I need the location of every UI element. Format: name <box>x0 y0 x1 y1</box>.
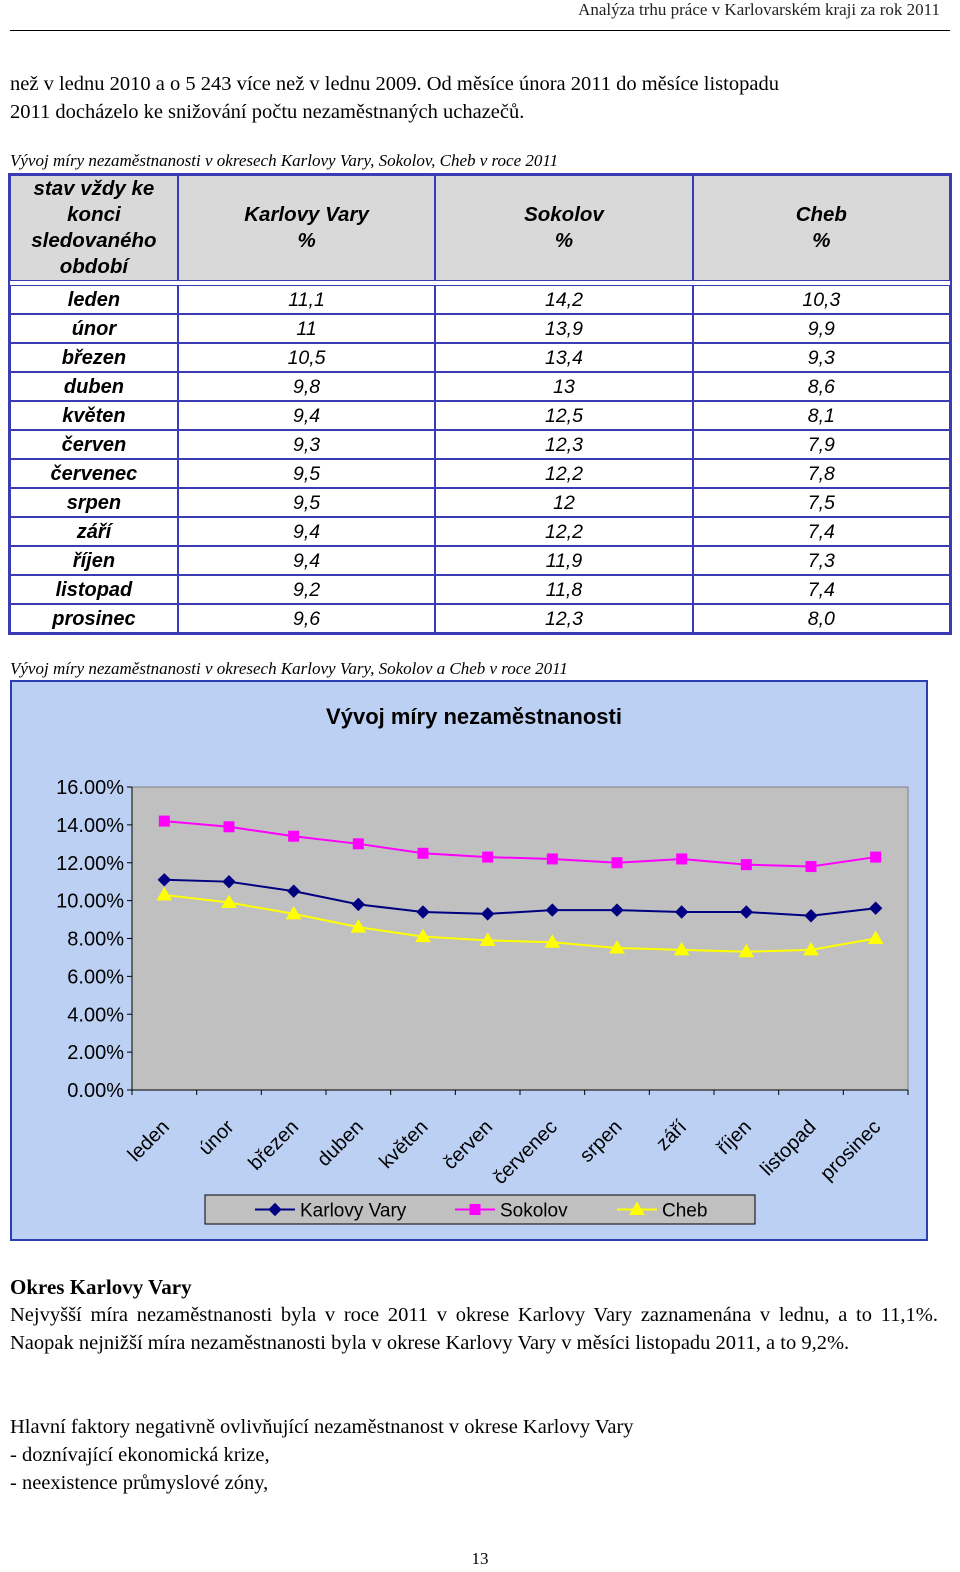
x-tick-label: červen <box>439 1115 498 1174</box>
ch-cell: 7,3 <box>693 546 950 575</box>
month-cell: listopad <box>10 575 178 604</box>
ch-cell: 8,0 <box>693 604 950 633</box>
ch-cell: 8,6 <box>693 372 950 401</box>
x-tick-label: červenec <box>488 1115 562 1189</box>
intro-line-1: než v lednu 2010 a o 5 243 více než v lednu 2009. Od měsíce února 2011 do měsíce listopadu <box>10 73 779 95</box>
month-cell: prosinec <box>10 604 178 633</box>
header-period <box>10 175 178 281</box>
data-point <box>612 858 622 868</box>
so-cell: 14,2 <box>435 285 692 314</box>
x-tick-label: září <box>652 1115 692 1156</box>
ch-cell: 9,9 <box>693 314 950 343</box>
data-point <box>353 839 363 849</box>
kv-cell: 9,4 <box>178 517 435 546</box>
y-tick-label: 12.00% <box>56 852 124 875</box>
ch-cell: 10,3 <box>693 285 950 314</box>
so-cell: 12,2 <box>435 459 692 488</box>
kv-cell: 11,1 <box>178 285 435 314</box>
header-cheb <box>693 175 950 281</box>
data-point <box>806 862 816 872</box>
x-tick-label: květen <box>375 1115 433 1174</box>
so-cell: 13,9 <box>435 314 692 343</box>
month-cell: leden <box>10 285 178 314</box>
so-cell: 12,5 <box>435 401 692 430</box>
data-point <box>483 852 493 862</box>
kv-cell: 9,4 <box>178 401 435 430</box>
so-cell: 13 <box>435 372 692 401</box>
legend-label: Karlovy Vary <box>300 1200 407 1222</box>
chart-area <box>10 680 928 1241</box>
data-point <box>289 831 299 841</box>
month-cell: květen <box>10 401 178 430</box>
table-row <box>10 401 950 430</box>
table-caption: Vývoj míry nezaměstnanosti v okresech Karlovy Vary, Sokolov, Cheb v roce 2011 <box>10 151 559 170</box>
header-period-line: konci <box>67 203 121 226</box>
kv-cell: 9,4 <box>178 546 435 575</box>
header-sokolov <box>435 175 692 281</box>
legend-label: Sokolov <box>500 1200 568 1222</box>
header-ch-name: Cheb <box>795 203 847 226</box>
data-point <box>547 854 557 864</box>
header-karlovy-vary <box>178 175 435 281</box>
section-heading: Okres Karlovy Vary <box>10 1275 192 1299</box>
header-so-unit: % <box>554 229 574 252</box>
header-period-line: období <box>59 255 129 278</box>
month-cell: září <box>10 517 178 546</box>
x-tick-label: říjen <box>712 1115 756 1160</box>
ch-cell: 7,4 <box>693 575 950 604</box>
x-tick-label: únor <box>194 1115 239 1160</box>
month-cell: duben <box>10 372 178 401</box>
header-period-line: stav vždy ke <box>33 177 155 200</box>
so-cell: 12,3 <box>435 604 692 633</box>
kv-cell: 9,5 <box>178 488 435 517</box>
x-tick-label: listopad <box>756 1115 821 1181</box>
table-row <box>10 604 950 633</box>
table-header-row <box>10 175 950 281</box>
table-row <box>10 314 950 343</box>
data-point <box>224 822 234 832</box>
header-kv-name: Karlovy Vary <box>244 203 369 226</box>
kv-cell: 9,2 <box>178 575 435 604</box>
y-tick-label: 6.00% <box>67 966 124 989</box>
kv-cell: 9,6 <box>178 604 435 633</box>
y-tick-label: 0.00% <box>67 1080 124 1102</box>
so-cell: 11,9 <box>435 546 692 575</box>
table-row <box>10 343 950 372</box>
header-kv-unit: % <box>297 229 316 252</box>
kv-cell: 9,3 <box>178 430 435 459</box>
y-tick-label: 2.00% <box>67 1042 124 1065</box>
header-rule <box>10 30 950 31</box>
y-tick-label: 8.00% <box>67 928 124 951</box>
x-tick-label: prosinec <box>816 1115 886 1185</box>
y-tick-label: 16.00% <box>56 777 124 799</box>
data-point <box>677 854 687 864</box>
ch-cell: 8,1 <box>693 401 950 430</box>
ch-cell: 7,4 <box>693 517 950 546</box>
month-cell: březen <box>10 343 178 372</box>
so-cell: 12,3 <box>435 430 692 459</box>
ch-cell: 7,9 <box>693 430 950 459</box>
kv-cell: 11 <box>178 314 435 343</box>
month-cell: červenec <box>10 459 178 488</box>
section-paragraph: Nejvyšší míra nezaměstnanosti byla v roce 2011 v okrese Karlovy Vary zaznamenána v lednu, a to 11,1%. Naopak nejnižší míra nezaměstnanosti byla v okrese Karlovy Vary v měsíci listopadu 2011, a to 9,2%. <box>10 1304 938 1354</box>
table-row <box>10 285 950 314</box>
x-tick-label: březen <box>244 1115 304 1175</box>
kv-cell: 9,5 <box>178 459 435 488</box>
legend-marker <box>470 1205 480 1215</box>
y-tick-label: 4.00% <box>67 1004 124 1027</box>
intro-line-2: 2011 docházelo ke snižování počtu nezaměstnaných uchazečů. <box>10 101 525 123</box>
ch-cell: 7,8 <box>693 459 950 488</box>
month-cell: srpen <box>10 488 178 517</box>
x-tick-label: duben <box>312 1115 368 1171</box>
factor-item: - doznívající ekonomická krize, <box>10 1444 270 1466</box>
data-point <box>741 860 751 870</box>
y-tick-label: 14.00% <box>56 814 124 837</box>
line-chart <box>12 682 926 1239</box>
header-so-name: Sokolov <box>524 203 604 226</box>
so-cell: 13,4 <box>435 343 692 372</box>
x-tick-label: leden <box>123 1115 174 1167</box>
x-tick-label: srpen <box>575 1115 627 1167</box>
factor-item: - neexistence průmyslové zóny, <box>10 1472 269 1494</box>
month-cell: únor <box>10 314 178 343</box>
table-row <box>10 372 950 401</box>
factors-heading: Hlavní faktory negativně ovlivňující nezaměstnanost v okrese Karlovy Vary <box>10 1416 634 1438</box>
plot-background <box>132 787 908 1090</box>
ch-cell: 7,5 <box>693 488 950 517</box>
table-row <box>10 459 950 488</box>
table-row <box>10 430 950 459</box>
header-period-line: sledovaného <box>31 229 157 252</box>
month-cell: červen <box>10 430 178 459</box>
table-row <box>10 488 950 517</box>
so-cell: 11,8 <box>435 575 692 604</box>
unemployment-table <box>8 173 952 635</box>
page-number: 13 <box>471 1549 489 1568</box>
kv-cell: 9,8 <box>178 372 435 401</box>
data-point <box>418 848 428 858</box>
table-row <box>10 546 950 575</box>
data-point <box>159 816 169 826</box>
so-cell: 12 <box>435 488 692 517</box>
legend-label: Cheb <box>662 1200 708 1222</box>
data-point <box>871 852 881 862</box>
table-row <box>10 575 950 604</box>
table-row <box>10 517 950 546</box>
ch-cell: 9,3 <box>693 343 950 372</box>
running-header: Analýza trhu práce v Karlovarském kraji za rok 2011 <box>578 0 940 19</box>
y-tick-label: 10.00% <box>56 890 124 913</box>
header-ch-unit: % <box>812 229 831 252</box>
kv-cell: 10,5 <box>178 343 435 372</box>
chart-caption: Vývoj míry nezaměstnanosti v okresech Karlovy Vary, Sokolov a Cheb v roce 2011 <box>10 659 568 678</box>
so-cell: 12,2 <box>435 517 692 546</box>
chart-title: Vývoj míry nezaměstnanosti <box>326 704 622 729</box>
month-cell: říjen <box>10 546 178 575</box>
